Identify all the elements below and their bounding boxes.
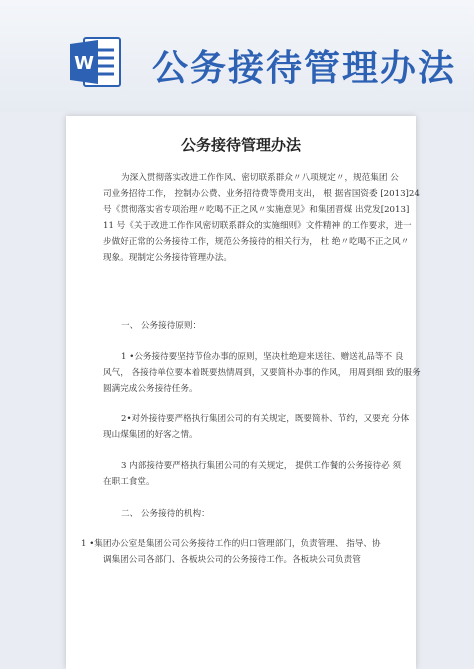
- text-line: 步做好正常的公务接待工作，规范公务接待的相关行为， 杜 绝〃吃喝不正之风〃: [103, 237, 410, 247]
- text-line: 圆满完成公务接待任务。: [103, 384, 198, 394]
- svg-text:W: W: [74, 53, 94, 74]
- principle-item-2: [103, 411, 410, 443]
- section-heading: 二、 公务接待的机构：: [121, 509, 210, 519]
- section-heading: 一、 公务接待原则：: [121, 321, 202, 331]
- document-page: [66, 116, 421, 669]
- banner-title: 公务接待管理办法: [152, 48, 457, 89]
- organization-item-1: [81, 536, 383, 568]
- text-line: 11 号《关于改进工作作风密切联系群众的实施细则》文件精神 的工作要求，进一: [103, 221, 412, 231]
- text-line: 1 •集团办公室是集团公司公务接待工作的归口管理部门，负责管理、 指导、协: [81, 539, 381, 549]
- document-title: 公务接待管理办法: [180, 136, 301, 154]
- text-line: 在职工食堂。: [103, 477, 155, 487]
- text-line: 调集团公司各部门、各板块公司的公务接待工作。各板块公司负责管: [103, 555, 361, 565]
- intro-paragraph: [103, 170, 420, 266]
- principle-item-3: [103, 458, 402, 490]
- principle-item-1: [103, 349, 421, 397]
- text-line: 3 内部接待要严格执行集团公司的有关规定， 提供工作餐的公务接待必 须: [121, 461, 402, 471]
- header-banner: [0, 0, 474, 112]
- text-line: 司业务招待工作， 控制办公费、业务招待费等费用支出， 根 据省国资委 [2013]24: [103, 189, 420, 199]
- text-line: 号《贯彻落实省专项治理〃吃喝不正之风〃实施意见》和集团晋煤 出党发[2013]: [103, 205, 410, 215]
- text-line: 现象。现制定公务接待管理办法。: [103, 253, 232, 263]
- text-line: 2•对外接待要严格执行集团公司的有关规定，既要简朴、节约，又要充 分体: [121, 414, 410, 424]
- word-doc-icon: [68, 34, 124, 90]
- text-line: 现山煤集团的好客之情。: [103, 430, 198, 440]
- text-line: 1 •公务接待要坚持节俭办事的原则，坚决杜绝迎来送往、赠送礼品等不 良: [121, 352, 404, 362]
- text-line: 风气， 各接待单位要本着既要热情周到，又要简朴办事的作风， 用周到细 致的服务: [103, 368, 421, 378]
- text-line: 为深入贯彻落实改进工作作风、密切联系群众〃八项规定〃，规范集团 公: [121, 173, 399, 183]
